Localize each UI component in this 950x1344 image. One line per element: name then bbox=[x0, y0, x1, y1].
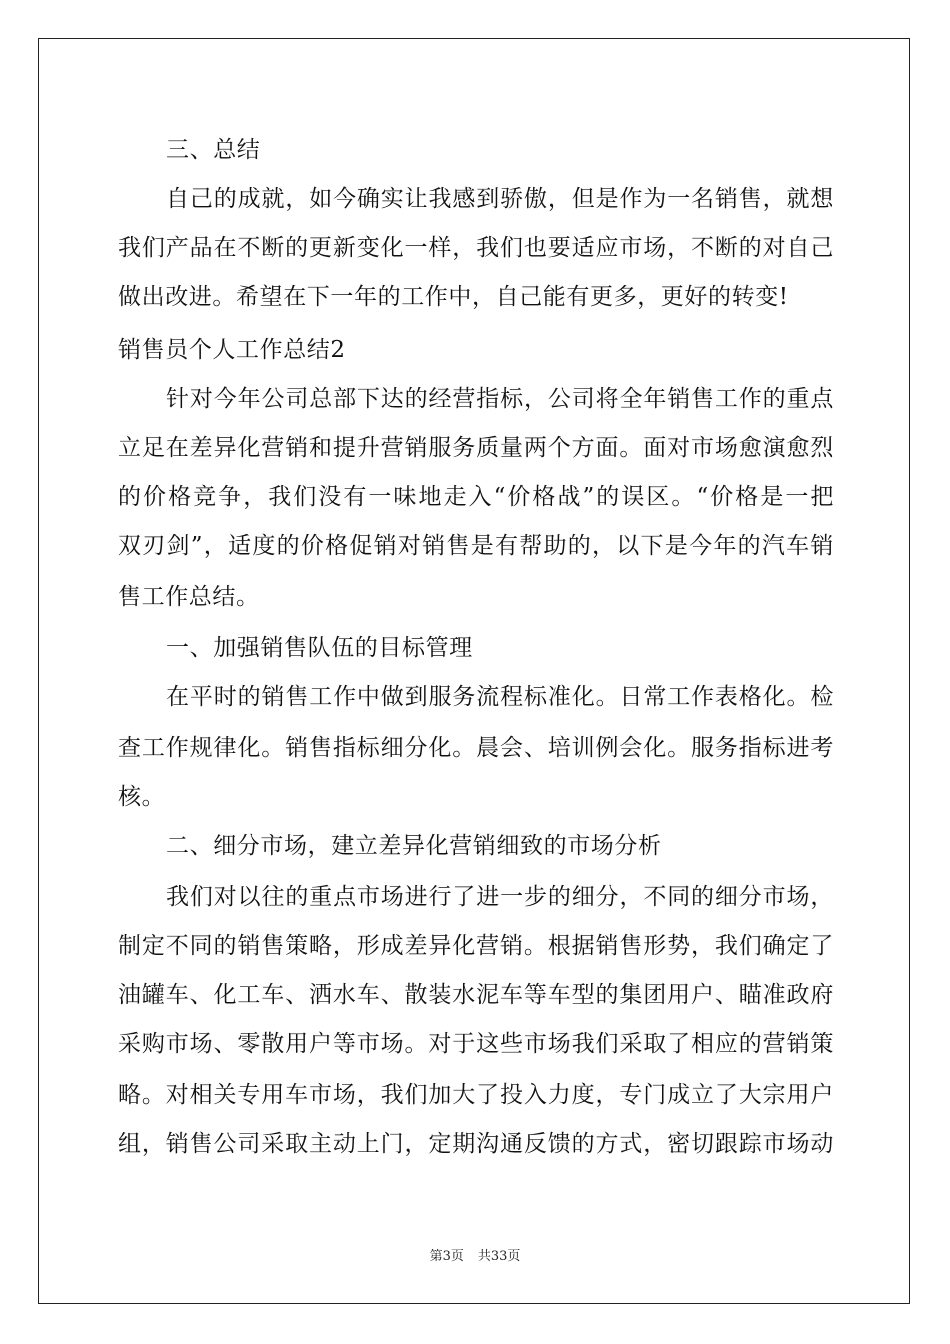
paragraph-line: 制定不同的销售策略，形成差异化营销。根据销售形势，我们确定了 bbox=[118, 933, 834, 959]
paragraph-line: 采购市场、零散用户等市场。对于这些市场我们采取了相应的营销策 bbox=[118, 1031, 834, 1057]
paragraph-line: 我们对以往的重点市场进行了进一步的细分，不同的细分市场， bbox=[166, 884, 834, 910]
paragraph-line: 核。 bbox=[118, 784, 166, 810]
paragraph-line: 组，销售公司采取主动上门，定期沟通反馈的方式，密切跟踪市场动 bbox=[118, 1131, 834, 1157]
document-title-2: 销售员个人工作总结2 bbox=[118, 337, 346, 363]
paragraph-line: 在平时的销售工作中做到服务流程标准化。日常工作表格化。检 bbox=[166, 684, 834, 710]
section-heading-2: 二、细分市场，建立差异化营销细致的市场分析 bbox=[166, 833, 662, 859]
page-total: 共33页 bbox=[477, 1249, 521, 1264]
paragraph-line: 售工作总结。 bbox=[118, 584, 260, 610]
page-border bbox=[38, 38, 910, 1304]
paragraph-line: 双刃剑”，适度的价格促销对销售是有帮助的，以下是今年的汽车销 bbox=[118, 533, 834, 559]
section-heading-1: 一、加强销售队伍的目标管理 bbox=[166, 635, 473, 661]
page-footer bbox=[0, 1248, 950, 1266]
paragraph-line: 立足在差异化营销和提升营销服务质量两个方面。面对市场愈演愈烈 bbox=[118, 435, 834, 461]
paragraph-line: 查工作规律化。销售指标细分化。晨会、培训例会化。服务指标进考 bbox=[118, 735, 834, 761]
paragraph-line: 略。对相关专用车市场，我们加大了投入力度，专门成立了大宗用户 bbox=[118, 1082, 834, 1108]
page-number: 第3页 bbox=[429, 1249, 464, 1264]
paragraph-line: 的价格竞争，我们没有一味地走入“价格战”的误区。“价格是一把 bbox=[118, 484, 834, 510]
paragraph-line: 我们产品在不断的更新变化一样，我们也要适应市场，不断的对自己 bbox=[118, 235, 834, 261]
section-heading-summary: 三、总结 bbox=[166, 137, 261, 163]
paragraph-line: 做出改进。希望在下一年的工作中，自己能有更多，更好的转变! bbox=[118, 284, 789, 310]
paragraph-line: 自己的成就，如今确实让我感到骄傲，但是作为一名销售，就想 bbox=[166, 186, 834, 212]
paragraph-line: 油罐车、化工车、洒水车、散装水泥车等车型的集团用户、瞄准政府 bbox=[118, 982, 834, 1008]
paragraph-line: 针对今年公司总部下达的经营指标，公司将全年销售工作的重点 bbox=[166, 386, 834, 412]
